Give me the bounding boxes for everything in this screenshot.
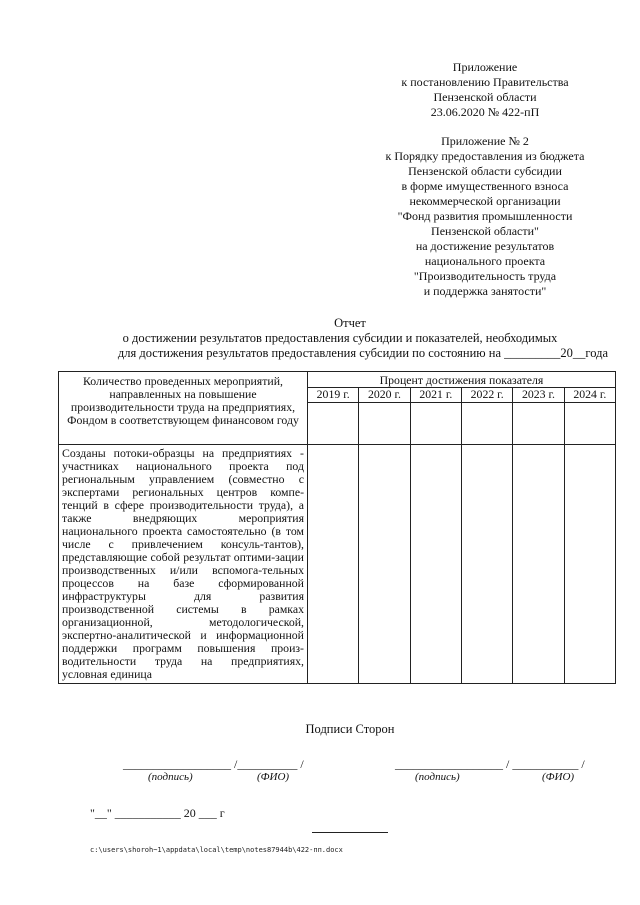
value-cell[interactable]: [359, 403, 410, 445]
report-subtitle-line: для достижения результатов предоставления субсидии по состоянию на _________20__года: [117, 346, 608, 360]
year-header-cell: 2022 г.: [461, 388, 512, 403]
value-cell[interactable]: [513, 445, 564, 684]
value-cell[interactable]: [308, 403, 359, 445]
left-signature-line[interactable]: __________________ /__________ /: [123, 757, 304, 771]
header-line: на достижение результатов: [415, 239, 555, 253]
right-signature-line[interactable]: __________________ / ___________ /: [395, 757, 585, 771]
value-cell[interactable]: [513, 403, 564, 445]
header-line: Пензенской области": [431, 224, 539, 238]
value-cell[interactable]: [564, 403, 615, 445]
header-line: Пензенской области: [433, 90, 537, 104]
indicator-header-cell: Количество проведенных мероприятий, направленных на повышение производительности труда на предприятиях, Фондом в соответствующем финансовом году: [59, 372, 308, 445]
value-cell[interactable]: [410, 445, 461, 684]
header-line: некоммерческой организации: [409, 194, 561, 208]
value-cell[interactable]: [410, 403, 461, 445]
file-path-footer: c:\users\shoroh~1\appdata\local\temp\notes87944b\422-пп.docx: [90, 846, 343, 854]
header-line: к Порядку предоставления из бюджета: [385, 149, 585, 163]
header-line: и поддержка занятости": [423, 284, 547, 298]
left-sign-caption: (подпись): [148, 771, 193, 783]
header-line: в форме имущественного взноса: [401, 179, 569, 193]
year-header-cell: 2020 г.: [359, 388, 410, 403]
header-line: Приложение: [452, 60, 518, 74]
year-header-cell: 2019 г.: [308, 388, 359, 403]
date-line[interactable]: "__" ___________ 20 ___ г: [90, 806, 225, 820]
value-cell[interactable]: [359, 445, 410, 684]
right-fio-caption: (ФИО): [542, 771, 575, 783]
report-subtitle-line: о достижении результатов предоставления субсидии и показателей, необходимых: [122, 331, 558, 345]
year-header-cell: 2021 г.: [410, 388, 461, 403]
header-line: 23.06.2020 № 422-пП: [430, 105, 540, 119]
value-cell[interactable]: [564, 445, 615, 684]
indicator-description-cell: Созданы потоки-образцы на предприятиях - участниках национального проекта под региональным управлением (совместно с экспертами региональных центров компе-тенций в сфере производительности труда), а также внедряющих мероприятия национального проекта самостоятельно (в том числе с привлечением консуль-тантов), представляющие собой результат оптими-зации производственных и/или вспомога-тельных процессов на базе сформированной инфраструктуры для развития производственной системы в рамках организационной, методологической, экспертно-аналитической и информационной поддержки программ повышения произ-водительности труда на предприятиях, условная единица: [59, 445, 308, 684]
signatures-title: Подписи Сторон: [305, 722, 395, 736]
value-cell[interactable]: [308, 445, 359, 684]
report-title: Отчет: [334, 316, 366, 330]
header-line: Пензенской области субсидии: [408, 164, 562, 178]
header-line: "Фонд развития промышленности: [397, 209, 573, 223]
footer-rule: [312, 832, 388, 833]
percent-header-cell: Процент достижения показателя: [308, 372, 616, 388]
left-fio-caption: (ФИО): [257, 771, 290, 783]
report-table: [58, 371, 616, 684]
year-header-cell: 2024 г.: [564, 388, 615, 403]
header-line: национального проекта: [424, 254, 546, 268]
value-cell[interactable]: [461, 445, 512, 684]
right-sign-caption: (подпись): [415, 771, 460, 783]
header-line: к постановлению Правительства: [401, 75, 569, 89]
report-title-block: [60, 316, 640, 361]
value-cell[interactable]: [461, 403, 512, 445]
header-line: "Производительность труда: [413, 269, 557, 283]
header-line: Приложение № 2: [441, 134, 529, 148]
appendix-header: [360, 60, 610, 299]
year-header-cell: 2023 г.: [513, 388, 564, 403]
